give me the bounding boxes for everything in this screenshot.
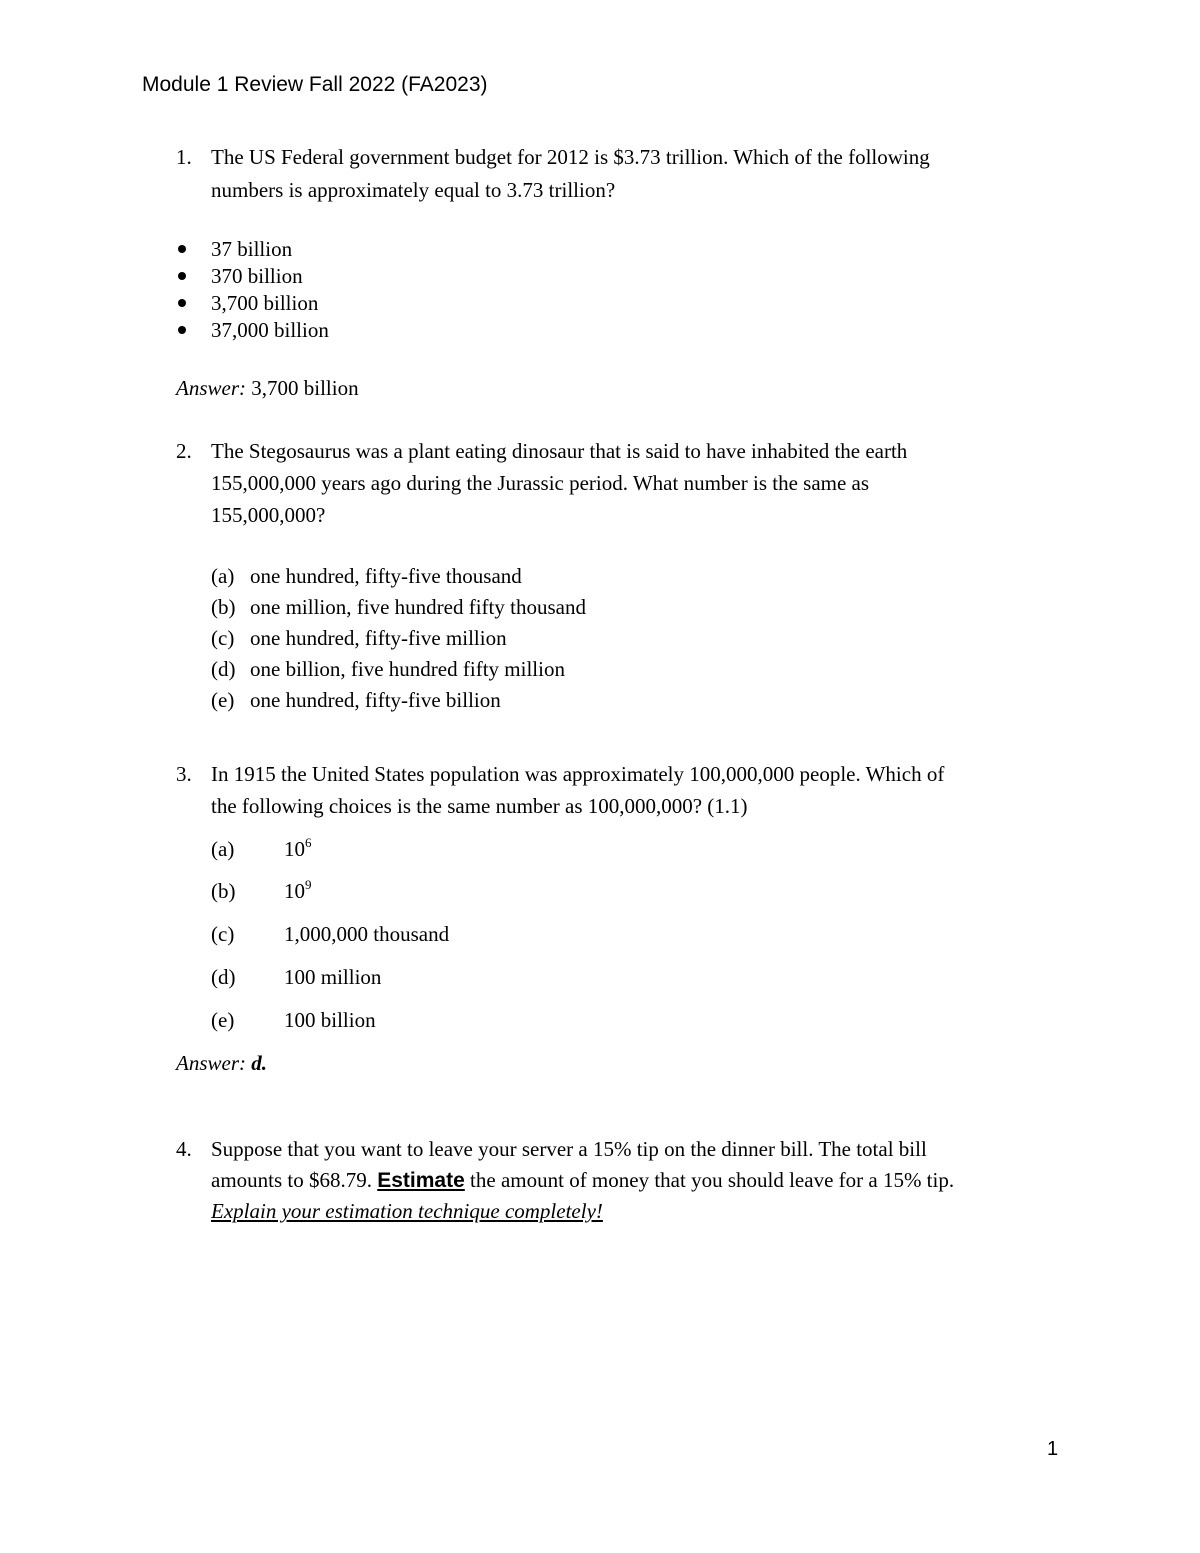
question-2-option-letter: (c)	[211, 626, 235, 650]
question-2-option-text: one hundred, fifty-five million	[250, 626, 507, 650]
question-3-option-power	[284, 835, 312, 861]
question-3-option-text: 1,000,000 thousand	[284, 922, 450, 946]
question-1-number: 1.	[176, 145, 192, 169]
question-4-line-2	[211, 1170, 954, 1191]
answer-label: Answer:	[176, 376, 246, 400]
question-2-option-text: one hundred, fifty-five thousand	[250, 564, 522, 588]
question-1-option: 3,700 billion	[211, 291, 319, 315]
question-3-option-power	[284, 877, 312, 903]
question-3-answer	[176, 1053, 267, 1074]
bullet-icon	[178, 245, 186, 253]
power-exponent: 9	[305, 877, 312, 892]
question-2-line-2: 155,000,000 years ago during the Jurassic period. What number is the same as	[211, 471, 870, 495]
question-3-line-2: the following choices is the same number as 100,000,000? (1.1)	[211, 794, 748, 818]
answer-value: d.	[251, 1051, 267, 1075]
question-1-option: 370 billion	[211, 264, 303, 288]
question-4-line-2-post: the amount of money that you should leave for a 15% tip.	[464, 1168, 955, 1192]
power-base: 10	[284, 879, 305, 903]
question-2-option-text: one million, five hundred fifty thousand	[250, 595, 586, 619]
question-3-option-text: 100 billion	[284, 1008, 376, 1032]
question-4-line-2-pre: amounts to $68.79.	[211, 1168, 378, 1192]
question-1-option: 37 billion	[211, 237, 293, 261]
question-3-option-letter: (c)	[211, 922, 235, 946]
question-2-option-letter: (e)	[211, 688, 235, 712]
question-4-instruction: Explain your estimation technique completely!	[211, 1199, 603, 1223]
question-3-line-1: In 1915 the United States population was approximately 100,000,000 people. Which of	[211, 762, 945, 786]
question-4-line-1: Suppose that you want to leave your server a 15% tip on the dinner bill. The total bill	[211, 1137, 927, 1161]
question-3-option-letter: (e)	[211, 1008, 235, 1032]
question-2-option-text: one hundred, fifty-five billion	[250, 688, 501, 712]
question-4-number: 4.	[176, 1137, 192, 1161]
power-exponent: 6	[305, 835, 312, 850]
page-number: 1	[1047, 1438, 1059, 1460]
question-3-option-letter: (d)	[211, 965, 236, 989]
question-2-number: 2.	[176, 439, 192, 463]
estimate-emphasis: Estimate	[377, 1169, 465, 1192]
answer-value: 3,700 billion	[246, 376, 359, 400]
question-2-option-text: one billion, five hundred fifty million	[250, 657, 565, 681]
question-1-answer	[176, 378, 359, 399]
question-3-option-letter: (a)	[211, 837, 235, 861]
question-3-option-letter: (b)	[211, 879, 236, 903]
question-2-line-1: The Stegosaurus was a plant eating dinosaur that is said to have inhabited the earth	[211, 439, 908, 463]
question-3-number: 3.	[176, 762, 192, 786]
answer-label: Answer:	[176, 1051, 246, 1075]
question-2-option-letter: (b)	[211, 595, 236, 619]
question-3-option-text: 100 million	[284, 965, 382, 989]
question-1-option: 37,000 billion	[211, 318, 329, 342]
bullet-icon	[178, 299, 186, 307]
bullet-icon	[178, 272, 186, 280]
question-2-option-letter: (a)	[211, 564, 235, 588]
power-base: 10	[284, 837, 305, 861]
question-2-option-letter: (d)	[211, 657, 236, 681]
question-1-line-2: numbers is approximately equal to 3.73 trillion?	[211, 178, 616, 202]
question-1-line-1: The US Federal government budget for 2012 is $3.73 trillion. Which of the following	[211, 145, 930, 169]
bullet-icon	[178, 326, 186, 334]
page-header: Module 1 Review Fall 2022 (FA2023)	[142, 73, 488, 96]
question-2-line-3: 155,000,000?	[211, 503, 326, 527]
